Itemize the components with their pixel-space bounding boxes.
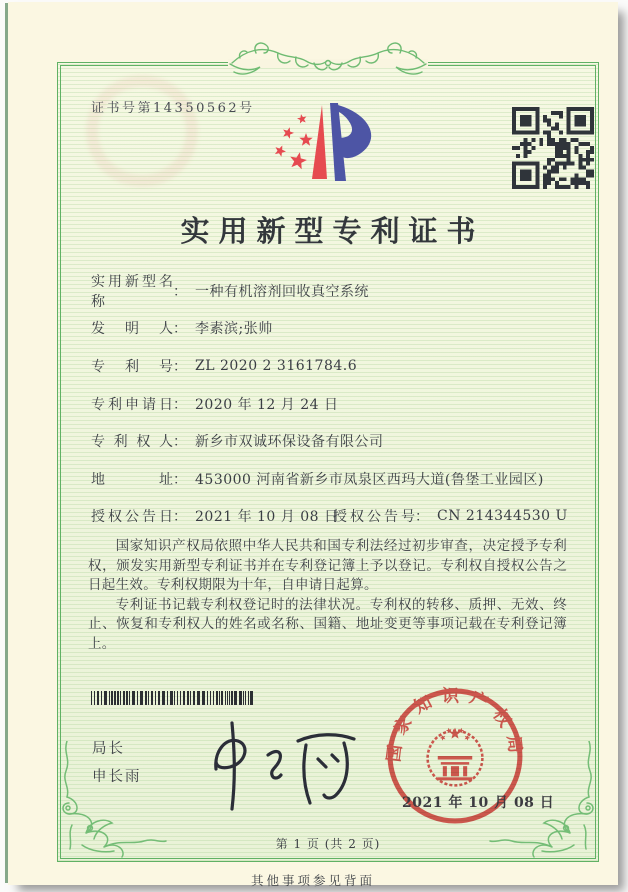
certificate-number: 证书号第14350562号	[91, 101, 255, 116]
body-paragraph: 专利证书记载专利权登记时的法律状况。专利权的转移、质押、无效、终止、恢复和专利权人的姓名或名称、国籍、地址变更等事项记载在专利登记簿上。	[88, 596, 567, 652]
seal-bleedthrough	[86, 75, 198, 187]
field-colon: ：	[173, 509, 187, 526]
field-value: 新乡市双诚环保设备有限公司	[195, 434, 384, 451]
seal-text: 国家知识产权局	[384, 686, 526, 764]
field-value: 2020 年 12 月 24 日	[195, 396, 339, 413]
field-colon: ：	[173, 321, 187, 338]
field-label: 专利权人	[91, 434, 173, 451]
field-value: 2021 年 10 月 08 日	[195, 509, 339, 526]
field-colon: ：	[415, 509, 429, 526]
field-label: 授权公告日	[91, 509, 173, 526]
director-block	[92, 737, 142, 786]
certificate-title: 实用新型专利证书	[180, 214, 485, 248]
field-row-inventors	[91, 310, 581, 348]
field-label: 地址	[91, 471, 173, 488]
field-row-patentee	[91, 422, 581, 460]
director-name: 申长雨	[92, 769, 142, 785]
cnipa-logo-icon	[250, 93, 400, 193]
field-label: 授权公告号	[333, 509, 415, 526]
field-label: 实用新型名称	[91, 273, 173, 310]
director-signature	[186, 711, 366, 816]
field-label: 专利号	[91, 358, 173, 375]
page-number: 第 1 页 (共 2 页)	[275, 837, 381, 851]
seal-emblem	[428, 728, 483, 786]
field-label: 专利申请日	[91, 396, 173, 413]
certificate-page	[8, 2, 618, 888]
field-value: 李素滨;张帅	[195, 321, 273, 338]
seal-date: 2021 年 10 月 08 日	[402, 795, 555, 811]
barcode	[91, 691, 257, 705]
field-value: 一种有机溶剂回收真空系统	[195, 283, 369, 300]
qr-code	[512, 107, 594, 189]
field-colon: ：	[173, 434, 187, 451]
field-row-address	[91, 460, 581, 498]
field-value: ZL 2020 2 3161784.6	[195, 357, 358, 374]
field-colon: ：	[173, 396, 187, 413]
field-row-patent-no	[91, 347, 581, 385]
field-colon: ：	[173, 471, 187, 488]
logo-wedge	[312, 105, 327, 179]
field-list	[91, 272, 581, 535]
back-note: 其他事项参见背面	[250, 873, 375, 888]
top-ornament	[226, 36, 430, 90]
field-row-name	[91, 272, 581, 310]
field-row-grant-date	[91, 498, 581, 536]
field-label: 发明人	[91, 321, 173, 338]
field-colon: ：	[173, 283, 187, 300]
body-paragraph: 国家知识产权局依照中华人民共和国专利法经过初步审查，决定授予专利权，颁发实用新型专利证书并在专利登记簿上予以登记。专利权自授权公告之日起生效。专利权期限为十年，自申请日起算。	[88, 538, 567, 594]
director-label: 局长	[92, 741, 125, 757]
field-row-filing-date	[91, 385, 581, 423]
field-grant-number	[333, 506, 568, 526]
legal-text	[88, 537, 567, 655]
field-colon: ：	[173, 358, 187, 375]
svg-text:国家知识产权局	[384, 686, 526, 763]
field-value: CN 214344530 U	[437, 508, 568, 525]
field-value: 453000 河南省新乡市凤泉区西玛大道(鲁堡工业园区)	[195, 471, 544, 488]
border-frame	[57, 62, 599, 862]
